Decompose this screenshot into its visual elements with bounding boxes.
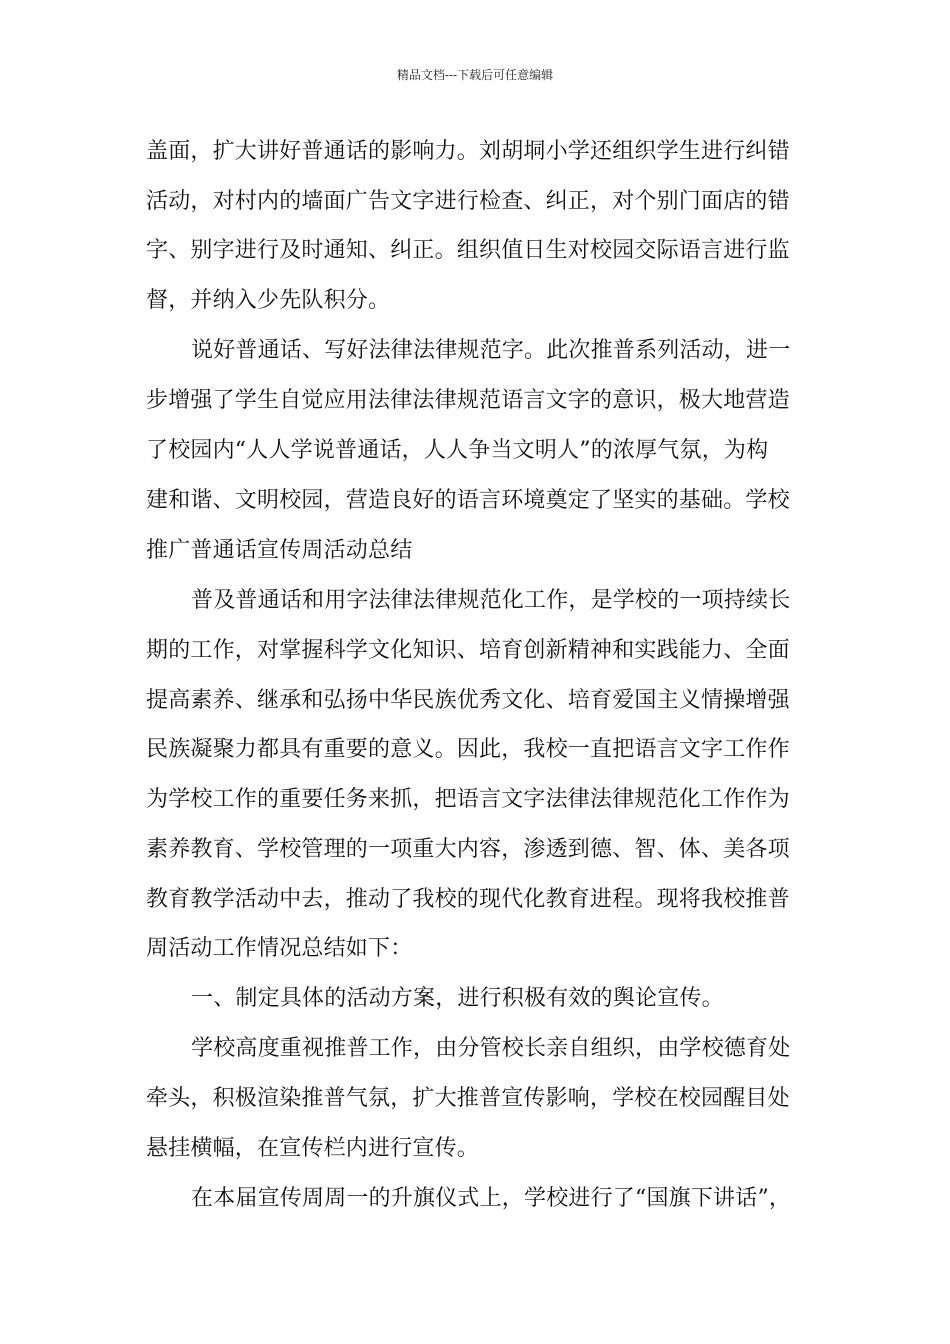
paragraph-first-line: 说好普通话、写好法律法律规范字。此次推普系列活动，进一	[191, 338, 791, 363]
body-line: 提高素养、继承和弘扬中华民族优秀文化、培育爱国主义情操增强	[146, 688, 790, 713]
section-heading: 一、制定具体的活动方案，进行积极有效的舆论宣传。	[191, 986, 724, 1011]
body-line: 周活动工作情况总结如下：	[146, 936, 413, 961]
body-line: 教育教学活动中去，推动了我校的现代化教育进程。现将我校推普	[146, 887, 790, 912]
body-line: 活动，对村内的墙面广告文字进行检查、纠正，对个别门面店的错	[146, 189, 790, 214]
body-line: 建和谐、文明校园，营造良好的语言环境奠定了坚实的基础。学校	[146, 488, 790, 513]
body-line: 为学校工作的重要任务来抓，把语言文字法律法律规范化工作作为	[146, 787, 790, 812]
body-line: 督，并纳入少先队积分。	[146, 288, 391, 313]
paragraph-first-line: 普及普通话和用字法律法律规范化工作，是学校的一项持续长	[191, 588, 791, 613]
body-line: 悬挂横幅，在宣传栏内进行宣传。	[146, 1136, 480, 1161]
page-header: 精品文档---下载后可任意编辑	[396, 68, 554, 82]
body-line: 牵头，积极渲染推普气氛，扩大推普宣传影响，学校在校园醒目处	[146, 1086, 790, 1111]
body-line: 步增强了学生自觉应用法律法律规范语言文字的意识，极大地营造	[146, 388, 790, 413]
body-line: 期的工作，对掌握科学文化知识、培育创新精神和实践能力、全面	[146, 638, 790, 663]
body-line: 素养教育、学校管理的一项重大内容，渗透到德、智、体、美各项	[146, 837, 790, 862]
body-line: 字、别字进行及时通知、纠正。组织值日生对校园交际语言进行监	[146, 238, 790, 263]
body-line: 了校园内“人人学说普通话，人人争当文明人”的浓厚气氛，为构	[146, 438, 769, 463]
body-line: 盖面，扩大讲好普通话的影响力。刘胡垌小学还组织学生进行纠错	[146, 139, 790, 164]
body-line: 民族凝聚力都具有重要的意义。因此，我校一直把语言文字工作作	[146, 737, 790, 762]
body-line: 推广普通话宣传周活动总结	[146, 538, 413, 563]
paragraph-first-line: 学校高度重视推普工作，由分管校长亲自组织，由学校德育处	[191, 1036, 791, 1061]
paragraph-first-line: 在本届宣传周周一的升旗仪式上，学校进行了“国旗下讲话”，	[191, 1186, 792, 1211]
